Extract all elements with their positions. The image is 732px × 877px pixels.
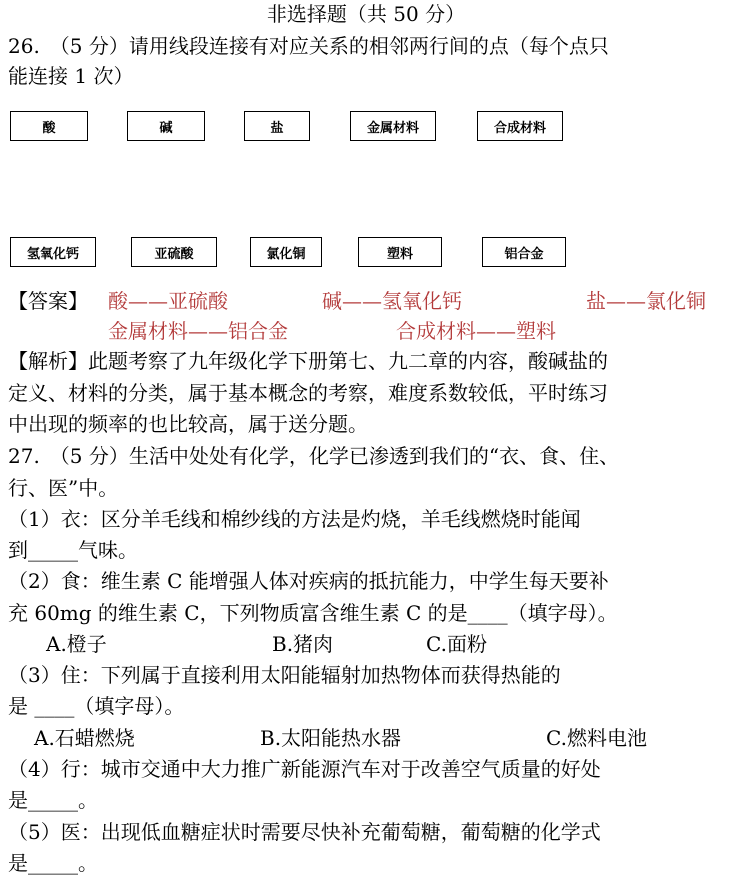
box-calcium-hydroxide: 氢氧化钙 [10, 237, 96, 267]
q27-3-line-2: 是 ____（填字母）。 [8, 694, 185, 718]
q27-4-line-1: （4）行：城市交通中大力推广新能源汽车对于改善空气质量的好处 [8, 757, 601, 781]
answer-acid: 酸——亚硫酸 [108, 289, 228, 313]
box-plastic: 塑料 [358, 237, 442, 267]
q27-line-6: 充 60mg 的维生素 C，下列物质富含维生素 C 的是____（填字母）。 [8, 601, 618, 625]
q26-line-2: 能连接 1 次） [8, 64, 134, 88]
analysis-line-3: 中出现的频率的也比较高，属于送分题。 [8, 412, 368, 436]
answer-salt: 盐——氯化铜 [586, 289, 706, 313]
box-synthetic-material: 合成材料 [477, 111, 563, 141]
q27-2-option-c: C.面粉 [426, 632, 487, 656]
box-aluminum-alloy: 铝合金 [482, 237, 566, 267]
q27-3-option-c: C.燃料电池 [546, 726, 647, 750]
answer-synthetic: 合成材料——塑料 [396, 319, 556, 343]
q27-5-line-1: （5）医：出现低血糖症状时需要尽快补充葡萄糖，葡萄糖的化学式 [8, 820, 601, 844]
q26-line-1: 26. （5 分）请用线段连接有对应关系的相邻两行间的点（每个点只 [8, 34, 609, 58]
answer-base: 碱——氢氧化钙 [322, 289, 462, 313]
q27-3-line-1: （3）住：下列属于直接利用太阳能辐射加热物体而获得热能的 [8, 663, 561, 687]
q27-line-1: 27. （5 分）生活中处处有化学，化学已渗透到我们的“衣、食、住、 [8, 444, 620, 468]
box-sulfurous-acid: 亚硫酸 [131, 237, 217, 267]
q27-2-option-a: A.橙子 [46, 632, 107, 656]
box-base: 碱 [127, 111, 205, 141]
box-salt: 盐 [244, 111, 310, 141]
q27-2-option-b: B.猪肉 [272, 632, 334, 656]
box-metal-material: 金属材料 [350, 111, 436, 141]
answer-label: 【答案】 [8, 289, 88, 313]
answer-metal: 金属材料——铝合金 [108, 319, 288, 343]
q27-line-3: （1）衣：区分羊毛线和棉纱线的方法是灼烧，羊毛线燃烧时能闻 [8, 507, 581, 531]
analysis-line-2: 定义、材料的分类，属于基本概念的考察，难度系数较低，平时练习 [8, 381, 608, 405]
q27-line-5: （2）食：维生素 C 能增强人体对疾病的抵抗能力，中学生每天要补 [8, 569, 609, 593]
q27-line-2: 行、医”中。 [8, 476, 119, 500]
box-copper-chloride: 氯化铜 [250, 237, 322, 267]
q27-4-line-2: 是_____。 [8, 788, 98, 812]
q27-5-line-2: 是_____。 [8, 851, 98, 875]
q27-3-option-b: B.太阳能热水器 [260, 726, 402, 750]
section-title: 非选择题（共 50 分） [266, 2, 466, 26]
q27-line-4: 到_____气味。 [8, 538, 138, 562]
analysis-line-1: 【解析】此题考察了九年级化学下册第七、九二章的内容，酸碱盐的 [8, 349, 608, 373]
q27-3-option-a: A.石蜡燃烧 [34, 726, 135, 750]
box-acid: 酸 [10, 111, 88, 141]
